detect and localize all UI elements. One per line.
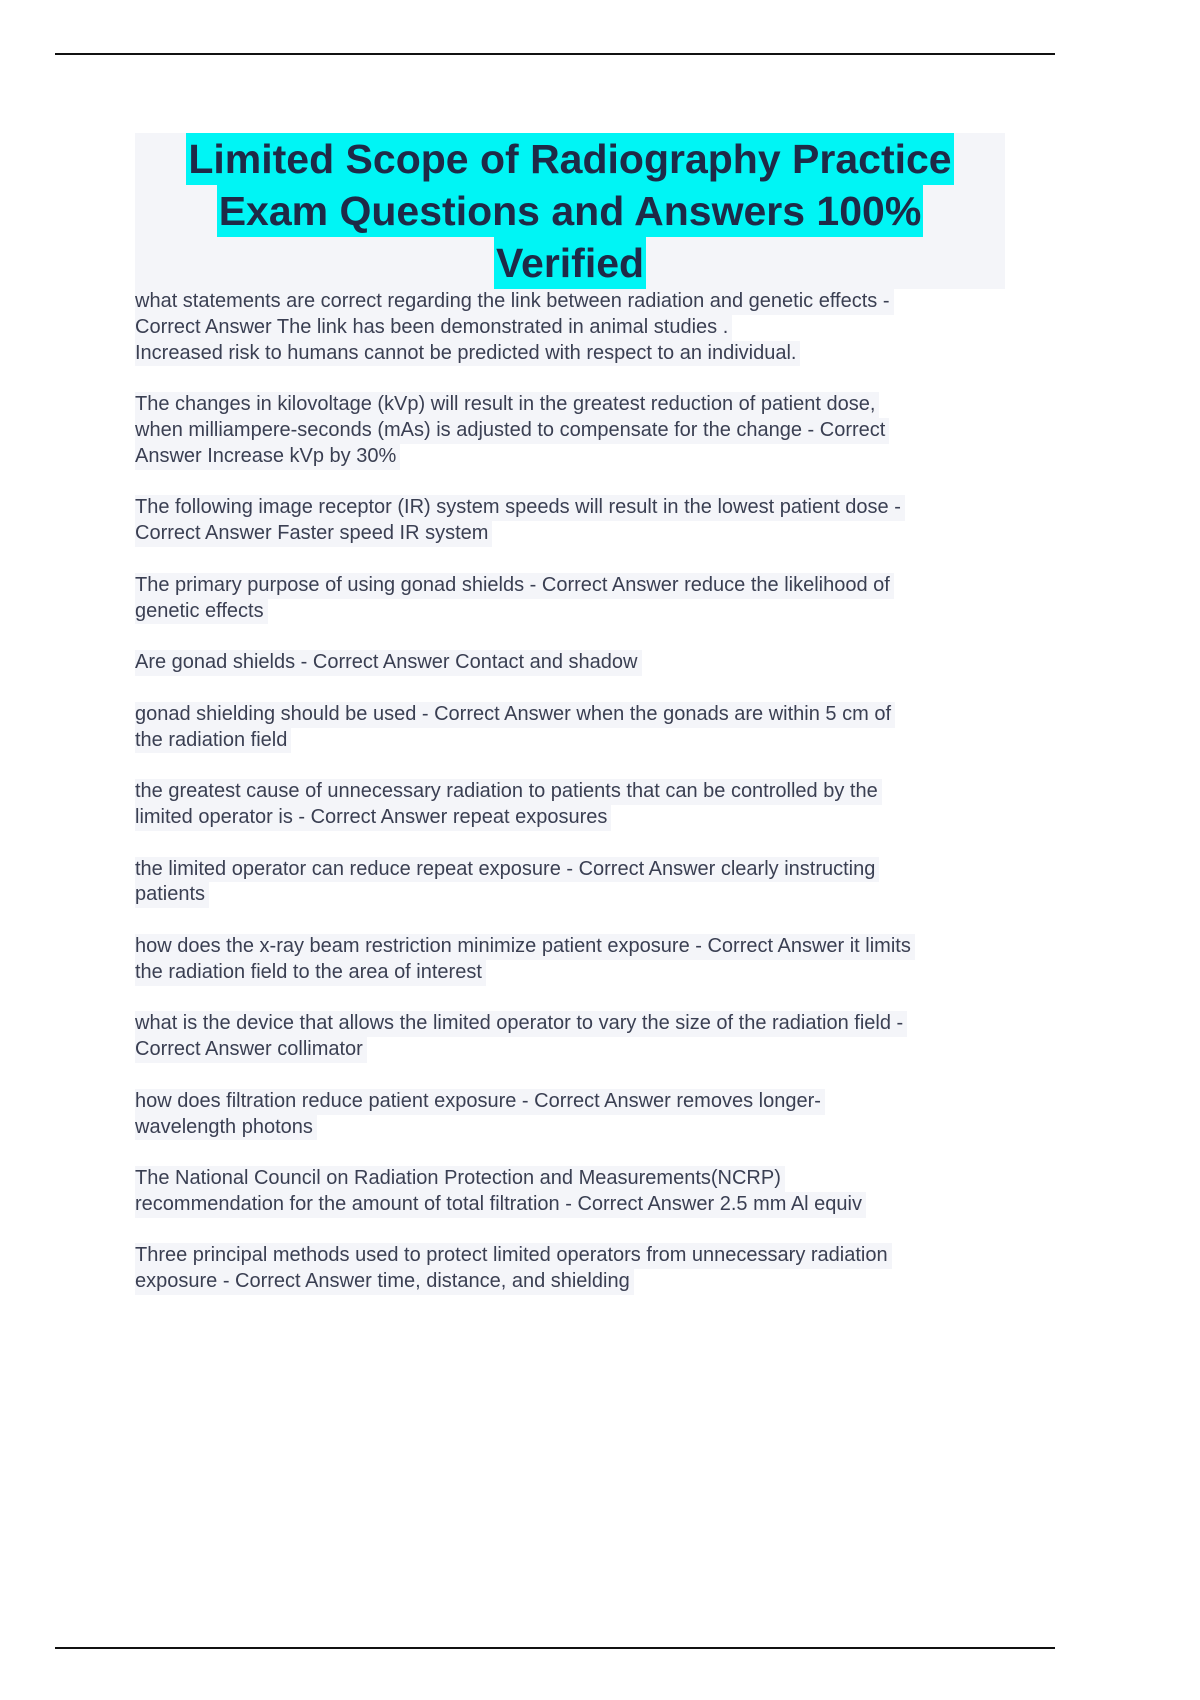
qa-text-line: limited operator is - Correct Answer repeat exposures — [135, 805, 611, 831]
qa-text-line: the radiation field — [135, 728, 291, 754]
qa-item — [135, 392, 1015, 469]
qa-text-line: how does filtration reduce patient exposure - Correct Answer removes longer- — [135, 1089, 825, 1115]
qa-item — [135, 1166, 1015, 1218]
qa-text-line: Correct Answer Faster speed IR system — [135, 521, 492, 547]
qa-item — [135, 702, 1015, 754]
qa-text-line: Correct Answer The link has been demonstrated in animal studies . — [135, 315, 732, 341]
qa-text-line: Answer Increase kVp by 30% — [135, 444, 400, 470]
qa-item — [135, 495, 1015, 547]
qa-text-line: the radiation field to the area of interest — [135, 960, 486, 986]
qa-item — [135, 289, 1015, 366]
qa-text-line: what is the device that allows the limited operator to vary the size of the radiation field - — [135, 1011, 907, 1037]
qa-item — [135, 1011, 1015, 1063]
qa-item — [135, 779, 1015, 831]
qa-text-line: when milliampere-seconds (mAs) is adjusted to compensate for the change - Correct — [135, 418, 889, 444]
title-line: Exam Questions and Answers 100% — [217, 185, 924, 237]
qa-text-line: the greatest cause of unnecessary radiation to patients that can be controlled by the — [135, 779, 882, 805]
qa-text-line: what statements are correct regarding the link between radiation and genetic effects - — [135, 289, 894, 315]
qa-text-line: genetic effects — [135, 599, 268, 625]
qa-text-line: The primary purpose of using gonad shields - Correct Answer reduce the likelihood of — [135, 573, 894, 599]
qa-item — [135, 1089, 1015, 1141]
qa-text-line: how does the x-ray beam restriction minimize patient exposure - Correct Answer it limits — [135, 934, 915, 960]
qa-text-line: the limited operator can reduce repeat exposure - Correct Answer clearly instructing — [135, 857, 879, 883]
title-line: Verified — [494, 237, 646, 289]
document-title — [135, 133, 1005, 289]
qa-text-line: The following image receptor (IR) system speeds will result in the lowest patient dose - — [135, 495, 905, 521]
qa-text-line: patients — [135, 882, 209, 908]
qa-text-line: Are gonad shields - Correct Answer Contact and shadow — [135, 650, 642, 676]
qa-text-line: exposure - Correct Answer time, distance, and shielding — [135, 1269, 634, 1295]
title-line: Limited Scope of Radiography Practice — [186, 133, 953, 185]
qa-item — [135, 1243, 1015, 1295]
qa-item — [135, 857, 1015, 909]
qa-text-line: The National Council on Radiation Protection and Measurements(NCRP) — [135, 1166, 785, 1192]
qa-text-line: The changes in kilovoltage (kVp) will result in the greatest reduction of patient dose, — [135, 392, 879, 418]
footer-rule — [55, 1647, 1055, 1649]
qa-text-line: Correct Answer collimator — [135, 1037, 367, 1063]
qa-item — [135, 650, 1015, 676]
qa-item — [135, 573, 1015, 625]
qa-text-line: wavelength photons — [135, 1115, 317, 1141]
header-rule — [55, 53, 1055, 55]
document-body — [135, 289, 1015, 1321]
qa-text-line: Three principal methods used to protect limited operators from unnecessary radiation — [135, 1243, 892, 1269]
qa-text-line: recommendation for the amount of total filtration - Correct Answer 2.5 mm Al equiv — [135, 1192, 866, 1218]
qa-text-line: Increased risk to humans cannot be predicted with respect to an individual. — [135, 341, 800, 367]
qa-text-line: gonad shielding should be used - Correct Answer when the gonads are within 5 cm of — [135, 702, 895, 728]
qa-item — [135, 934, 1015, 986]
